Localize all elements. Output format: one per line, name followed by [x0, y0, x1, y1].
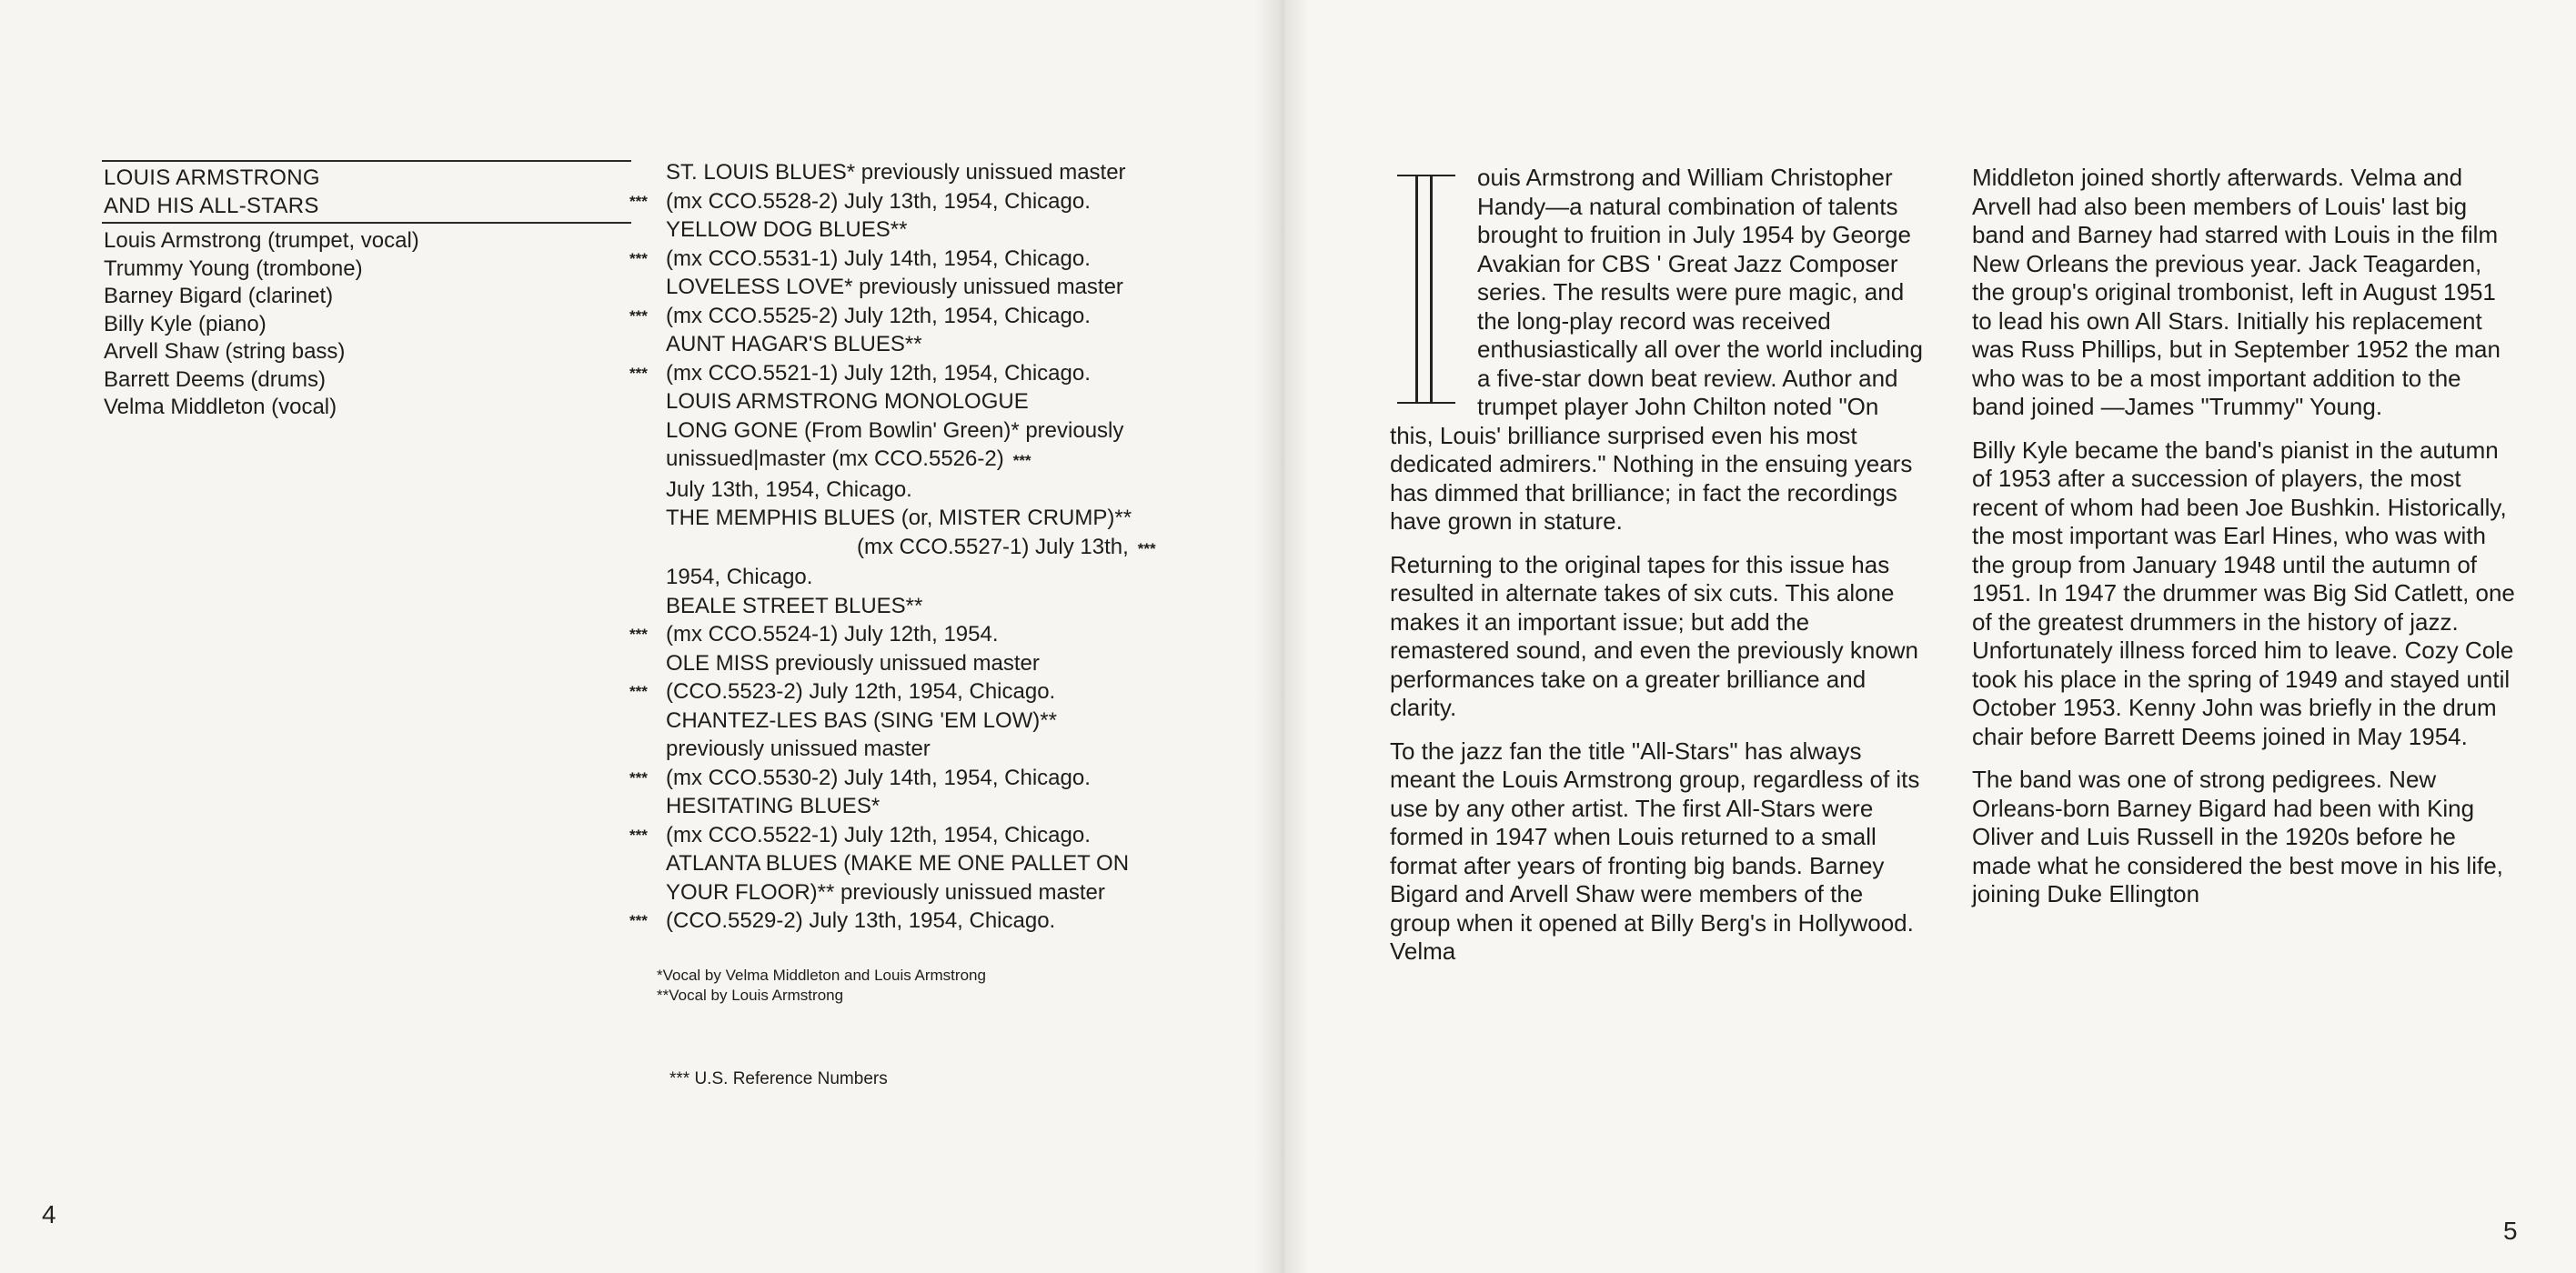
track-detail: [629, 359, 1212, 388]
footnote-single-star: *Vocal by Velma Middleton and Louis Armstrong: [657, 967, 986, 984]
book-gutter: [1255, 0, 1310, 1273]
reference-stars: ***: [629, 912, 648, 929]
track-date: July 13th, 1954, Chicago.: [666, 476, 912, 502]
track-list: [629, 158, 1212, 936]
paragraph: Billy Kyle became the band's pianist in the autumn of 1953 after a succession of players, the most recent of whom had been Joe Bushkin. Historically, the most important was Earl Hines, who was with the group from January 1948 until the autumn of 1951. In 1947 the drummer was Big Sid Catlett, one of the greatest drummers in the history of jazz. Unfortunately illness forced him to leave. Cozy Cole took his place in the spring of 1949 and stayed until October 1953. Kenny John was briefly in the drum chair before Barrett Deems joined in May 1954.: [1972, 436, 2515, 750]
track-detail-text: (CCO.5523-2) July 12th, 1954, Chicago.: [666, 679, 1056, 704]
track-atlanta-blues: [629, 849, 1212, 936]
track-detail: [629, 821, 1212, 850]
track-title: LONG GONE (From Bowlin' Green)* previously: [666, 417, 1124, 443]
reference-stars: ***: [629, 626, 648, 643]
track-detail: [629, 907, 1212, 936]
track-yellow-dog-blues: [629, 216, 1212, 273]
paragraph: To the jazz fan the title "All-Stars" has always meant the Louis Armstrong group, regardless of its use by any other artist. The first All-Stars were formed in 1947 when Louis returned to a small format after years of fronting big bands. Barney Bigard and Arvell Shaw were members of the group when it opened at Billy Berg's in Hollywood. Velma: [1390, 737, 1920, 965]
reference-stars: ***: [629, 826, 648, 844]
band-title-line2: AND HIS ALL-STARS: [104, 194, 319, 218]
track-title: ST. LOUIS BLUES* previously unissued master: [666, 160, 1126, 185]
member: Louis Armstrong (trumpet, vocal): [104, 228, 419, 253]
track-st-louis-blues: [629, 158, 1212, 216]
reference-stars: ***: [629, 192, 648, 210]
track-title: HESITATING BLUES*: [666, 794, 880, 818]
reference-stars: ***: [629, 306, 648, 325]
reference-stars: ***: [1012, 452, 1031, 469]
track-detail: [666, 533, 1212, 564]
member: Billy Kyle (piano): [104, 311, 267, 336]
member: Arvell Shaw (string bass): [104, 339, 346, 364]
band-title: [102, 162, 631, 222]
page-number-right: 5: [2503, 1217, 2518, 1245]
track-title: LOVELESS LOVE* previously unissued master: [666, 275, 1123, 299]
track-ole-miss: [629, 649, 1212, 707]
essay-column-1: [1390, 164, 1927, 981]
track-detail: [629, 245, 1212, 274]
track-detail-text: (mx CCO.5522-1) July 12th, 1954, Chicago.: [666, 822, 1091, 847]
track-subtitle: YOUR FLOOR)** previously unissued master: [666, 879, 1105, 905]
member: Velma Middleton (vocal): [104, 395, 337, 419]
track-detail-text: (mx CCO.5527-1) July 13th,: [857, 534, 1129, 559]
track-detail: [629, 764, 1212, 793]
reference-stars: ***: [629, 364, 648, 382]
track-detail: [666, 445, 1212, 476]
track-title: CHANTEZ-LES BAS (SING 'EM LOW)**: [666, 707, 1057, 733]
track-title: THE MEMPHIS BLUES (or, MISTER CRUMP)**: [666, 506, 1132, 530]
track-detail-text: (mx CCO.5524-1) July 12th, 1954.: [666, 622, 999, 647]
track-memphis-blues: [629, 504, 1212, 592]
personnel-block: [102, 160, 631, 422]
track-detail-text: (mx CCO.5531-1) July 14th, 1954, Chicago.: [666, 246, 1091, 271]
reference-numbers-note: *** U.S. Reference Numbers: [669, 1069, 888, 1088]
reference-stars: ***: [1137, 539, 1156, 557]
track-detail: [629, 302, 1212, 331]
reference-stars: ***: [629, 683, 648, 700]
page-number-left: 4: [42, 1200, 56, 1228]
footnote-double-star: **Vocal by Louis Armstrong: [657, 987, 844, 1004]
reference-stars: ***: [629, 249, 648, 267]
track-aunt-hagars-blues: [629, 330, 1212, 387]
track-detail: [629, 677, 1212, 707]
track-detail-text: (mx CCO.5525-2) July 12th, 1954, Chicago.: [666, 303, 1091, 328]
track-subtitle: previously unissued master: [666, 737, 931, 761]
vocal-footnotes: [657, 966, 986, 1006]
track-title: AUNT HAGAR'S BLUES**: [666, 332, 922, 356]
track-detail-text: (mx CCO.5528-2) July 13th, 1954, Chicago.: [666, 188, 1091, 214]
track-title: YELLOW DOG BLUES**: [666, 217, 908, 242]
paragraph: Returning to the original tapes for this issue has resulted in alternate takes of six cuts. This alone makes it an important issue; but add the remastered sound, and even the previously known performances take on a greater brilliance and clarity.: [1390, 550, 1919, 721]
track-detail-text: (mx CCO.5530-2) July 14th, 1954, Chicago.: [666, 765, 1091, 790]
member: Barney Bigard (clarinet): [104, 284, 334, 308]
paragraph: The band was one of strong pedigrees. New Orleans-born Barney Bigard had been with King Oliver and Luis Russell in the 1920s before he made what he considered the best move in his life, joining Duke Ellington: [1972, 766, 2503, 907]
track-title: ATLANTA BLUES (MAKE ME ONE PALLET ON: [666, 851, 1130, 876]
paragraph: Middleton joined shortly afterwards. Velma and Arvell had also been members of Louis' last big band and Barney had starred with Louis in the film New Orleans the previous year. Jack Teagarden, the group's original trombonist, left in August 1951 to lead his own All Stars. Initially his replacement was Russ Phillips, but in September 1952 the man who was to be a most important addition to the band joined —James "Trummy" Young.: [1972, 164, 2501, 420]
reference-stars: ***: [629, 768, 648, 787]
track-beale-street-blues: [629, 592, 1212, 649]
drop-cap-l: [1390, 167, 1463, 406]
member-list: [102, 224, 631, 422]
track-title: OLE MISS previously unissued master: [666, 650, 1040, 676]
member: Barrett Deems (drums): [104, 366, 327, 392]
track-detail: [629, 620, 1212, 649]
track-loveless-love: [629, 273, 1212, 330]
track-detail-text: unissued|master (mx CCO.5526-2): [666, 446, 1004, 471]
paragraph: ouis Armstrong and William Christopher Handy—a natural combination of talents brought to fruition in July 1954 by George Avakian for CBS ' Great Jazz Composer series. The results were pure magic, and the long-play record was received enthusiastically all over the world including a five-star down beat review. Author and trumpet player John Chilton noted "On this, Louis' brilliance surprised even his most dedicated admirers." Nothing in the ensuing years has dimmed that brilliance; in fact the recordings have grown in stature.: [1390, 164, 1923, 535]
track-detail: [629, 187, 1212, 216]
essay-column-2: [1972, 164, 2518, 924]
track-detail-text: (mx CCO.5521-1) July 12th, 1954, Chicago.: [666, 360, 1091, 386]
band-title-line1: LOUIS ARMSTRONG: [104, 165, 320, 190]
track-monologue: [629, 387, 1212, 416]
track-detail-text: (CCO.5529-2) July 13th, 1954, Chicago.: [666, 908, 1056, 933]
track-title: BEALE STREET BLUES**: [666, 593, 923, 618]
track-hesitating-blues: [629, 792, 1212, 849]
member: Trummy Young (trombone): [104, 256, 363, 281]
track-chantez-les-bas: [629, 707, 1212, 793]
track-date: 1954, Chicago.: [666, 565, 813, 589]
track-title: LOUIS ARMSTRONG MONOLOGUE: [666, 389, 1029, 414]
track-long-gone: [629, 416, 1212, 505]
